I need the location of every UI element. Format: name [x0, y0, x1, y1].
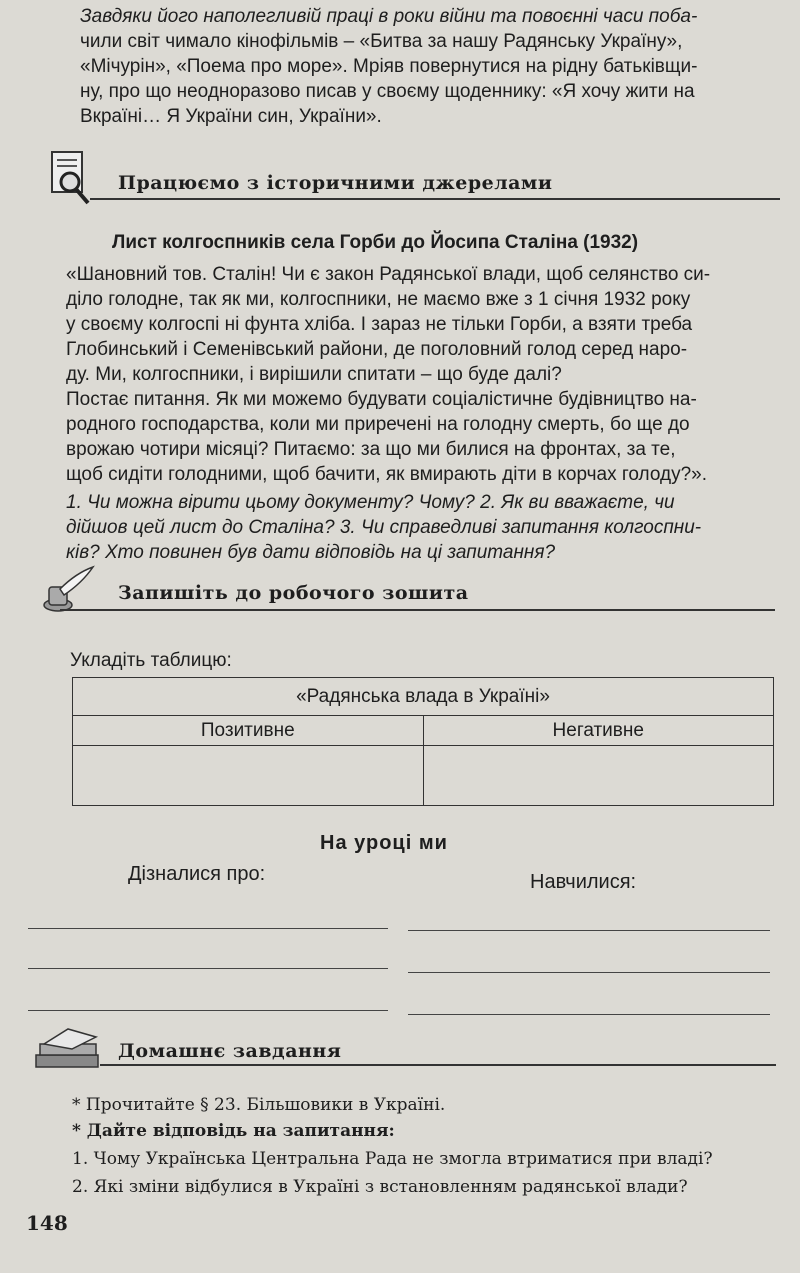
intro-line: «Мічурін», «Поема про море». Мріяв повернутися на рідну батьківщи- — [80, 56, 698, 77]
lesson-title: На уроці ми — [320, 832, 448, 854]
answer-line[interactable] — [408, 1014, 770, 1015]
learned-to-label: Навчилися: — [530, 871, 637, 893]
answer-line[interactable] — [28, 968, 388, 969]
homework-section-title: Домашнє завдання — [118, 1040, 342, 1062]
letter-line: щоб сидіти голодними, щоб бачити, як вмирають діти в корчах голоду?». — [66, 464, 707, 485]
section-divider — [90, 198, 780, 200]
letter-line: Постає питання. Як ми можемо будувати соціалістичне будівництво на- — [66, 389, 697, 410]
homework-question: 2. Які зміни відбулися в Україні з встановленням радянської влади? — [72, 1177, 688, 1197]
notebook-section-title: Запишіть до робочого зошита — [118, 582, 469, 604]
answer-cell-negative[interactable] — [423, 746, 774, 806]
intro-line: Завдяки його наполегливій праці в роки війни та повоєнні часи поба- — [80, 6, 698, 27]
answer-line[interactable] — [408, 930, 770, 931]
table-instruction: Укладіть таблицю: — [70, 650, 232, 671]
section-divider — [60, 609, 775, 611]
letter-line: врожаю чотири місяці? Питаємо: за що ми билися на фронтах, за те, — [66, 439, 676, 460]
letter-line: ділo голодне, так як ми, колгоспники, не маємо вже з 1 січня 1932 року — [66, 289, 691, 310]
question-line: ків? Хто повинен був дати відповідь на ці запитання? — [66, 542, 556, 563]
column-positive: Позитивне — [73, 716, 424, 746]
answer-line[interactable] — [28, 928, 388, 929]
books-icon — [32, 1025, 106, 1071]
homework-question: 1. Чому Українська Центральна Рада не змогла втриматися при владі? — [72, 1149, 713, 1169]
letter-line: Глобинський і Семенівський райони, де поголовний голод серед наро- — [66, 339, 688, 360]
letter-title: Лист колгоспників села Горби до Йосипа Сталіна (1932) — [112, 232, 639, 253]
letter-line: у своєму колгоспі ні фунта хліба. І зараз не тільки Горби, а взяти треба — [66, 314, 693, 335]
intro-line: ну, про що неодноразово писав у своєму щоденнику: «Я хочу жити на — [80, 81, 695, 102]
learned-about-label: Дізналися про: — [128, 863, 266, 885]
question-line: 1. Чи можна вірити цьому документу? Чому? 2. Як ви вважаєте, чи — [66, 492, 675, 513]
homework-answer: * Дайте відповідь на запитання: — [72, 1121, 395, 1141]
answer-line[interactable] — [28, 1010, 388, 1011]
section-divider — [100, 1064, 776, 1066]
question-line: дійшов цей лист до Сталіна? 3. Чи справедливі запитання колгоспни- — [66, 517, 702, 538]
table-caption: «Радянська влада в Україні» — [73, 678, 774, 716]
answer-line[interactable] — [408, 972, 770, 973]
quill-inkwell-icon — [38, 565, 98, 615]
letter-line: «Шановний тов. Сталін! Чи є закон Радянської влади, щоб селянство си- — [66, 264, 711, 285]
intro-line: Вкраїні… Я України син, України». — [80, 106, 382, 127]
column-negative: Негативне — [423, 716, 774, 746]
answer-cell-positive[interactable] — [73, 746, 424, 806]
letter-line: ду. Ми, колгоспники, і вирішили спитати – що буде далі? — [66, 364, 562, 385]
homework-read: * Прочитайте § 23. Більшовики в Україні. — [72, 1095, 446, 1115]
sources-section-title: Працюємо з історичними джерелами — [118, 172, 553, 194]
letter-line: родного господарства, коли ми приречені на голодну смерть, бо ще до — [66, 414, 690, 435]
intro-line: чили світ чимало кінофільмів – «Битва за нашу Радянську Україну», — [80, 31, 683, 52]
worksheet-table — [72, 677, 774, 806]
page-number: 148 — [26, 1211, 68, 1235]
